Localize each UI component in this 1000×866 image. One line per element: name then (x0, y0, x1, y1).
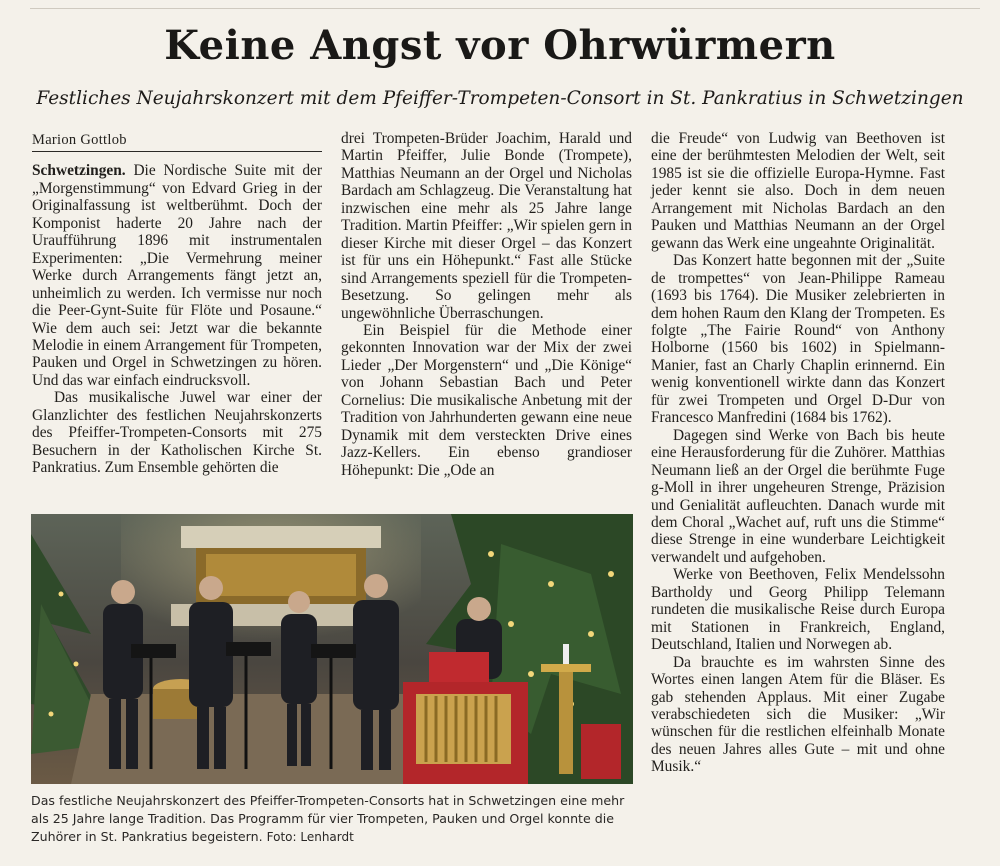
paragraph: die Freude“ von Ludwig van Beethoven ist eine der berühmtesten Melodien der Welt, seit 1985 ist sie die offizielle Europa-Hymne. Fast jeder kennt sie also. Doch in dem neuen Arrangement mit Nicholas Bardach an den Pauken und Matthias Neumann an der Orgel gewann das Werk eine ungeahnte Originalität. (651, 130, 945, 252)
paragraph: Werke von Beethoven, Felix Mendelssohn Bartholdy und Georg Philipp Telemann rundeten die musikalische Reise durch Europa mit Stationen in Frankreich, England, Deutschland, Italien und Norwegen ab. (651, 566, 945, 654)
top-rule (30, 8, 980, 9)
paragraph: Da brauchte es im wahrsten Sinne des Wortes einen langen Atem für die Bläser. Es gab stehenden Applaus. Mit einer Zugabe verabschiedeten sich die Musiker: „Wir wünschen für die restlichen elfeinhalb Monate des neuen Jahres alles Gute – mit und ohne Musik.“ (651, 653, 945, 776)
concert-photo-illustration (31, 514, 633, 784)
headline: Keine Angst vor Ohrwürmern (164, 22, 836, 69)
paragraph (32, 162, 322, 389)
dateline: Schwetzingen. (32, 162, 126, 180)
photo-credit: Foto: Lenhardt (266, 830, 354, 844)
paragraph: Ein Beispiel für die Methode einer gekonnten Innovation war der Mix der zwei Lieder „Der Morgenstern“ und „Die Könige“ von Johann Sebastian Bach und Peter Cornelius: Die musikalische Anbetung mit der Tradition von Jahrhunderten gewann eine neue Dynamik mit dem versteckten Drive eines Jazz-Kellers. Ein ebenso grandioser Höhepunkt: Die „Ode an (341, 321, 632, 479)
photo-caption (31, 792, 641, 846)
caption-text: Das festliche Neujahrskonzert des Pfeiffer-Trompeten-Consorts hat in Schwetzingen eine mehr als 25 Jahre lange Tradition. Das Programm für vier Trompeten, Pauken und Orgel konnte die Zuhörer in St. Pankratius begeistern. (31, 793, 625, 844)
column-1 (32, 132, 322, 477)
paragraph: Das Konzert hatte begonnen mit der „Suite de trompettes“ von Jean-Philippe Rameau (1693 bis 1764). Die Musiker zelebrierten in dem hohen Raum den Klang der Trompeten. Es folgte „The Fairie Round“ von Anthony Holborne (1560 bis 1602) in Spielmann-Manier, fast an Charly Chaplin erinnernd. Ein wenig konventionell wirkte dann das Konzert für zwei Trompeten und Orgel D-Dur von Francesco Manfredini (1684 bis 1762). (651, 252, 945, 427)
paragraph: Das musikalische Juwel war einer der Glanzlichter des festlichen Neujahrskonzerts des Pfeiffer-Trompeten-Consorts mit 275 Besuchern in der Katholischen Kirche St. Pankratius. Zum Ensemble gehörten die (32, 389, 322, 477)
author-byline: Marion Gottlob (32, 132, 322, 152)
column-2 (341, 130, 632, 479)
column-3 (651, 130, 945, 776)
paragraph-text: Die Nordische Suite mit der „Morgenstimmung“ von Edvard Grieg in der Originalfassung ist weltberühmt. Doch der Komponist haderte 20 Jahre nach der Uraufführung 1896 mit instrumentalen Experimenten: „Die Vermehrung meiner Werke durch Arrangements fängt jetzt an, unheimlich zu werden. Ich vermisse nur noch die Peer-Gynt-Suite für Flöte und Posaune.“ Wie dem auch sei: Jetzt war die bekannte Melodie in einem Arrangement für Trompeten, Pauken und Orgel in Schwetzingen zu hören. Und das war einfach eindrucksvoll. (32, 162, 322, 389)
concert-photo (31, 514, 633, 784)
subtitle: Festliches Neujahrskonzert mit dem Pfeiffer-Trompeten-Consort in St. Pankratius in Schwetzingen (36, 88, 964, 109)
paragraph: Dagegen sind Werke von Bach bis heute eine Herausforderung für die Zuhörer. Matthias Neumann ließ an der Orgel die berühmte Fuge g-Moll in ihrer ungeheuren Strenge, Präzision und Genialität aufleuchten. Danach wurde mit dem Choral „Wachet auf, ruft uns die Stimme“ diese Strenge in eine wunderbare Leichtigkeit verwandelt und aufgehoben. (651, 426, 945, 566)
paragraph: drei Trompeten-Brüder Joachim, Harald und Martin Pfeiffer, Julie Bonde (Trompete), Matthias Neumann an der Orgel und Nicholas Bardach am Schlagzeug. Die Veranstaltung hat inzwischen eine mehr als 25 Jahre lange Tradition. Martin Pfeiffer: „Wir spielen gern in dieser Kirche mit dieser Orgel – das Konzert ist für uns ein Höhepunkt.“ Fast alle Stücke sind Arrangements speziell für die Trompeten-Besetzung. So gelingen mehr als ungewöhnliche Überraschungen. (341, 130, 632, 322)
